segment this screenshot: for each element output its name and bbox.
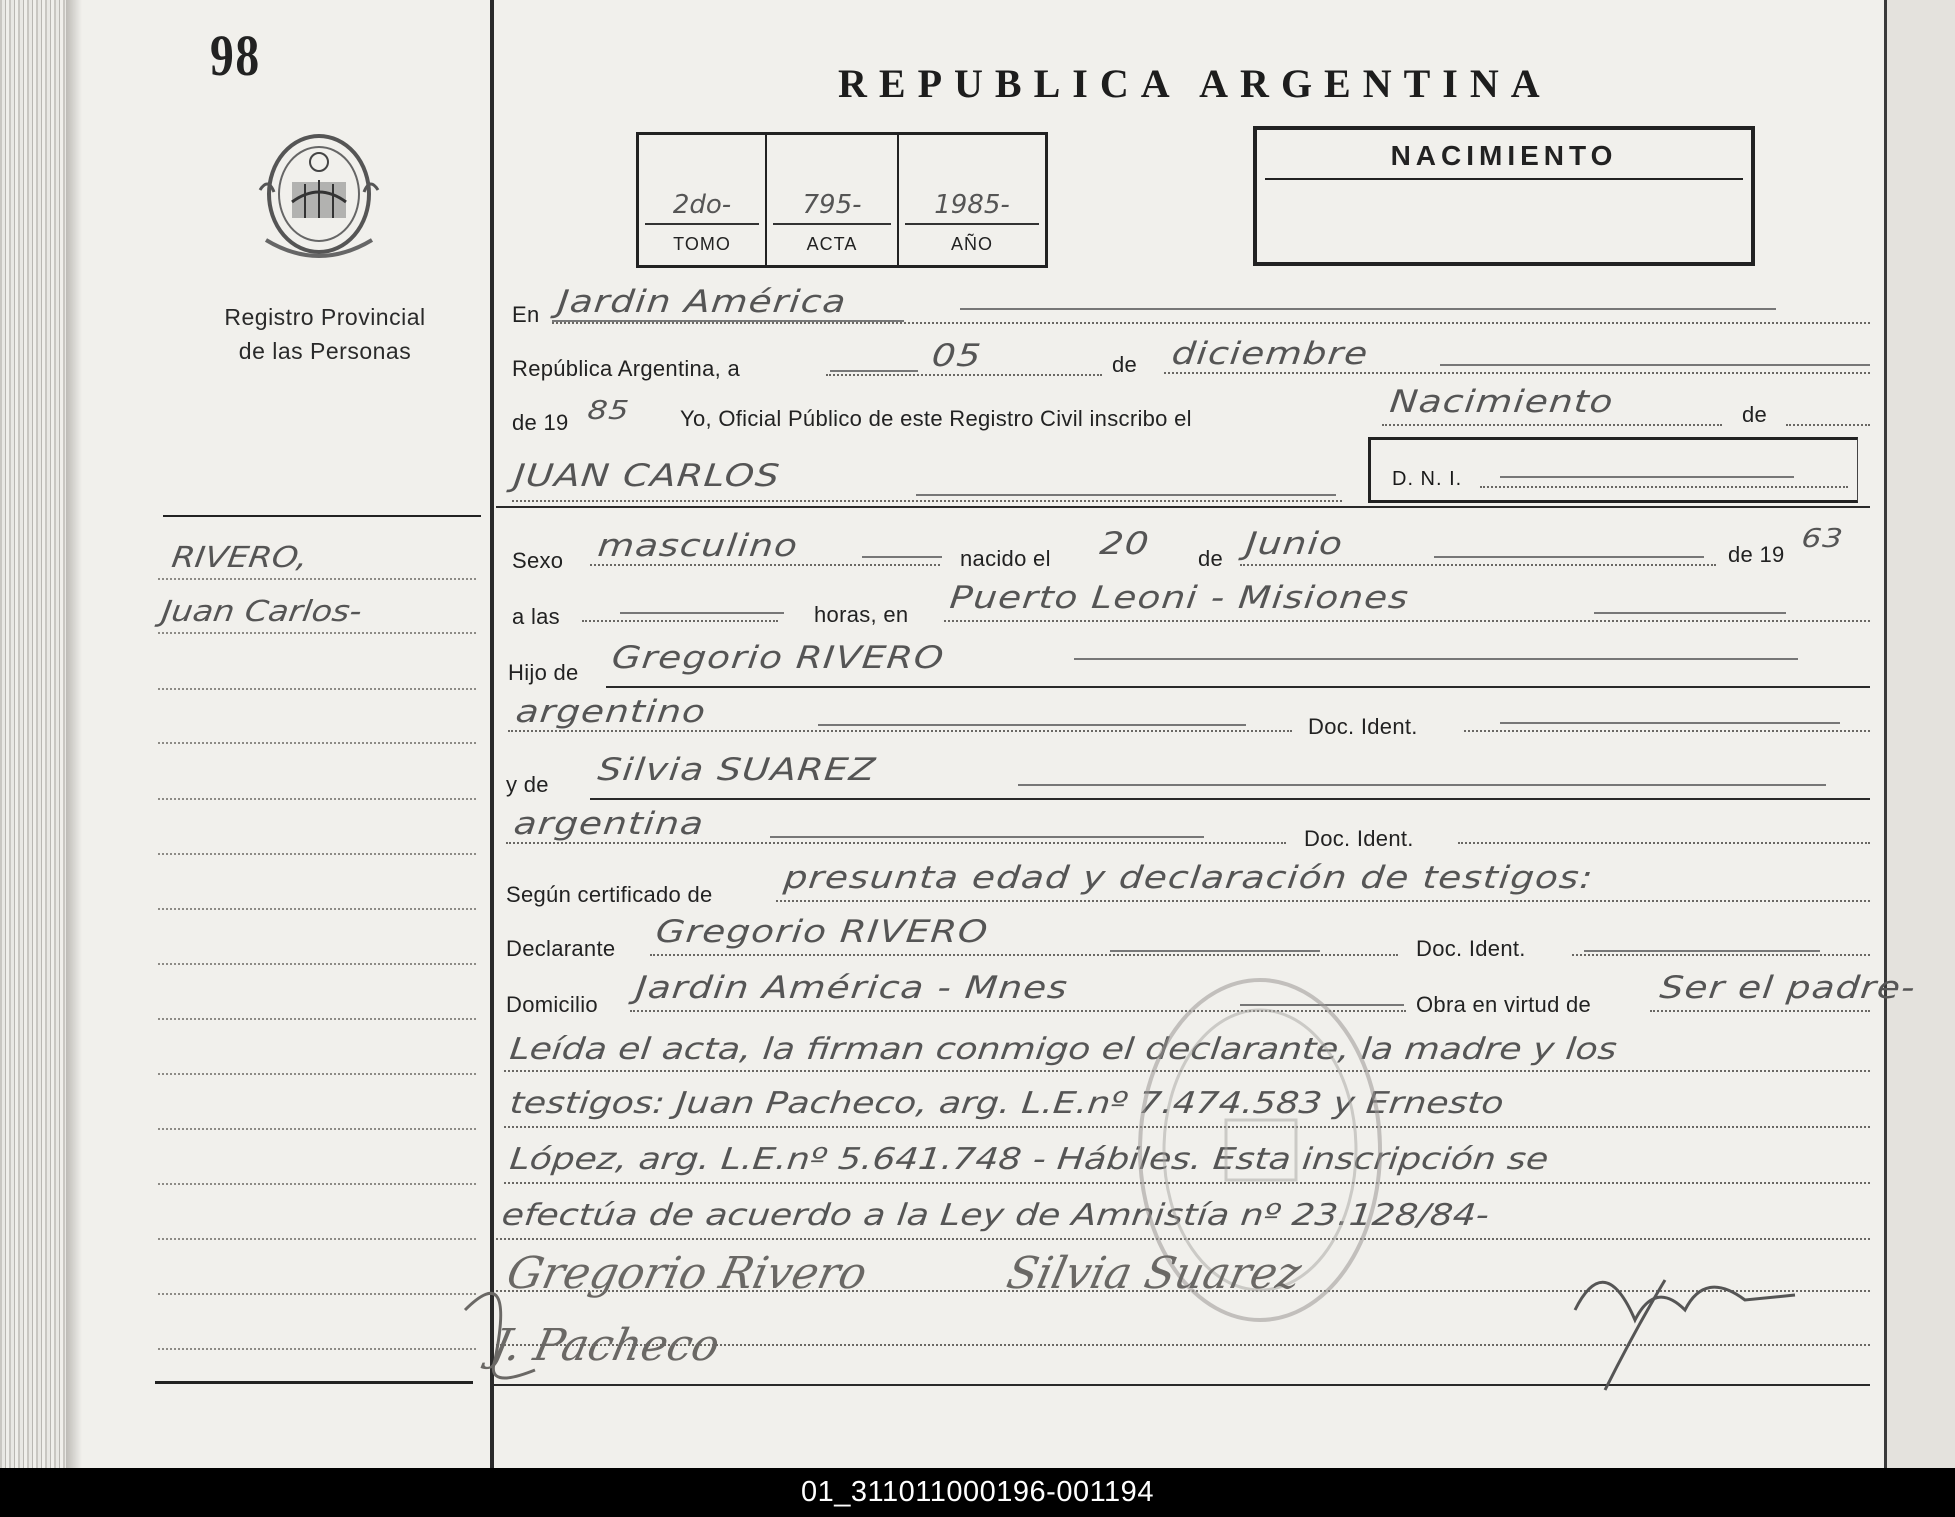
margin-line — [158, 1238, 476, 1240]
margin-line — [158, 632, 476, 634]
officer-signature-stroke — [1605, 1280, 1665, 1390]
birth-place-value: Puerto Leoni - Misiones — [948, 580, 1411, 616]
pen-stroke — [1074, 658, 1798, 660]
dotted-rule — [776, 900, 1870, 902]
dotted-rule — [590, 564, 940, 566]
and-of-label: y de — [506, 772, 549, 797]
dotted-rule — [1786, 424, 1870, 426]
ref-tomo-value: 2do- — [672, 190, 732, 220]
pen-stroke — [916, 494, 1336, 496]
declarant-label: Declarante — [506, 936, 616, 961]
signatures-area — [455, 1240, 1875, 1400]
mother-nationality-value: argentina — [512, 806, 707, 842]
dotted-rule — [650, 954, 1398, 956]
pen-stroke — [1500, 722, 1840, 724]
father-nationality-value: argentino — [514, 694, 709, 730]
country-title: REPUBLICA ARGENTINA — [838, 61, 1552, 106]
year-value: 85 — [586, 396, 632, 426]
pen-stroke — [1440, 364, 1870, 366]
ref-acta-label: ACTA — [806, 234, 858, 254]
section-rule — [590, 798, 1870, 800]
ref-acta-value: 795- — [802, 190, 862, 220]
time-label: a las — [512, 604, 560, 629]
note-line-1: Leída el acta, la firman conmigo el declarante, la madre y los — [508, 1032, 1619, 1067]
note-line-3: López, arg. L.E.nº 5.641.748 - Hábiles. Esta inscripción se — [508, 1142, 1551, 1177]
ref-ano-cell — [899, 135, 1045, 265]
margin-line — [158, 1348, 476, 1350]
note-line-4: efectúa de acuerdo a la Ley de Amnistía nº 23.128/84- — [500, 1198, 1491, 1233]
pen-stroke — [1434, 556, 1704, 558]
dotted-rule — [1458, 842, 1870, 844]
certificate-label: Según certificado de — [506, 882, 713, 907]
birth-day-value: 20 — [1098, 526, 1152, 562]
signature-father: Gregorio Rivero — [502, 1248, 872, 1299]
signature-witness: J. Pacheco — [487, 1320, 725, 1371]
margin-line — [158, 1018, 476, 1020]
note-line-2: testigos: Juan Pacheco, arg. L.E.nº 7.474.583 y Ernesto — [508, 1086, 1506, 1121]
image-id-bar — [0, 1468, 1955, 1517]
binding-shadow — [66, 0, 82, 1468]
pen-stroke — [862, 556, 942, 558]
father-doc-label: Doc. Ident. — [1308, 714, 1418, 739]
margin-note-given-name: Juan Carlos- — [159, 594, 365, 628]
birth-year-value: 63 — [1800, 524, 1846, 554]
ref-ano-label: AÑO — [950, 234, 993, 254]
ref-value-line — [905, 223, 1039, 225]
reference-box — [636, 132, 1048, 268]
margin-note-surname: RIVERO, — [169, 540, 310, 574]
page-number: 98 — [210, 23, 261, 88]
margin-line — [158, 578, 476, 580]
margin-line — [158, 688, 476, 690]
sex-value: masculino — [596, 528, 801, 564]
place-value: Jardin América — [556, 284, 849, 320]
domicile-label: Domicilio — [506, 992, 598, 1017]
pen-stroke — [818, 724, 1246, 726]
margin-line — [158, 1293, 476, 1295]
pen-stroke — [1110, 950, 1320, 952]
year-label: de 19 — [512, 410, 569, 435]
dotted-rule — [1650, 1010, 1870, 1012]
ref-tomo-label: TOMO — [673, 234, 731, 254]
margin-top-rule — [163, 515, 481, 517]
margin-bottom-rule — [155, 1381, 473, 1384]
margin-line — [158, 1128, 476, 1130]
registry-name-line2: de las Personas — [238, 338, 412, 364]
domicile-value: Jardin América - Mnes — [634, 970, 1070, 1006]
pen-stroke — [830, 370, 918, 372]
misiones-coat-of-arms-icon — [250, 122, 388, 272]
mother-value: Silvia SUAREZ — [596, 752, 878, 788]
image-id: 01_311011000196-001194 — [801, 1476, 1154, 1508]
margin-line — [158, 1183, 476, 1185]
dotted-rule — [1572, 954, 1870, 956]
section-rule — [606, 686, 1870, 688]
mother-doc-label: Doc. Ident. — [1304, 826, 1414, 851]
dotted-rule — [1240, 564, 1716, 566]
dotted-rule — [512, 500, 1342, 502]
dotted-rule — [552, 322, 1870, 324]
pen-stroke — [770, 836, 1204, 838]
hours-label: horas, en — [814, 602, 909, 627]
margin-line — [158, 1073, 476, 1075]
registry-name — [175, 300, 475, 368]
day-value: 05 — [930, 338, 984, 374]
acting-value: Ser el padre- — [1658, 970, 1918, 1006]
dotted-rule — [1382, 424, 1722, 426]
certificate-value: presunta edad y declaración de testigos: — [782, 860, 1596, 896]
pen-stroke — [1594, 612, 1786, 614]
month-value: diciembre — [1170, 336, 1371, 372]
ref-value-line — [645, 223, 759, 225]
sex-label: Sexo — [512, 548, 564, 573]
month-label: de — [1112, 352, 1138, 377]
section-rule — [496, 506, 1870, 508]
margin-line — [158, 908, 476, 910]
signature-mother: Silvia Suarez — [1002, 1248, 1306, 1299]
father-value: Gregorio RIVERO — [610, 640, 947, 676]
pen-stroke — [1584, 950, 1820, 952]
margin-line — [158, 742, 476, 744]
officer-signature — [1575, 1282, 1795, 1320]
next-page-edge — [1887, 0, 1955, 1468]
of-label: de — [1742, 402, 1768, 427]
dotted-rule — [1480, 486, 1848, 488]
ref-ano-value: 1985- — [934, 190, 1010, 220]
dotted-rule — [582, 620, 778, 622]
born-label: nacido el — [960, 546, 1051, 571]
book-binding — [0, 0, 70, 1468]
acting-label: Obra en virtud de — [1416, 992, 1592, 1017]
birth-year-label: de 19 — [1728, 542, 1785, 567]
registry-name-line1: Registro Provincial — [224, 304, 426, 330]
ref-acta-cell — [767, 135, 899, 265]
record-type-box — [1253, 126, 1755, 266]
birth-month-value: Junio — [1244, 526, 1346, 562]
dotted-rule — [944, 620, 1870, 622]
ref-tomo-cell — [639, 135, 767, 265]
pen-stroke — [960, 308, 1776, 310]
statement-text: Yo, Oficial Público de este Registro Civil inscribo el — [680, 406, 1192, 431]
dotted-rule — [826, 374, 1102, 376]
ref-value-line — [773, 223, 891, 225]
dotted-rule — [506, 842, 1286, 844]
act-type-value: Nacimiento — [1388, 384, 1616, 420]
pen-stroke — [1018, 784, 1826, 786]
child-name-value: JUAN CARLOS — [512, 458, 783, 494]
republic-label: República Argentina, a — [512, 356, 740, 381]
declarant-value: Gregorio RIVERO — [654, 914, 991, 950]
declarant-doc-label: Doc. Ident. — [1416, 936, 1526, 961]
margin-line — [158, 853, 476, 855]
pen-stroke — [620, 612, 784, 614]
birth-month-label: de — [1198, 546, 1224, 571]
margin-line — [158, 798, 476, 800]
dotted-rule — [1464, 730, 1870, 732]
dotted-rule — [1164, 372, 1870, 374]
dotted-rule — [508, 730, 1292, 732]
record-type-divider — [1265, 178, 1743, 180]
dni-label: D. N. I. — [1392, 468, 1463, 490]
margin-line — [158, 963, 476, 965]
pen-stroke — [1500, 476, 1794, 478]
son-of-label: Hijo de — [508, 660, 579, 685]
record-type-label: NACIMIENTO — [1390, 140, 1618, 171]
place-label: En — [512, 302, 540, 327]
